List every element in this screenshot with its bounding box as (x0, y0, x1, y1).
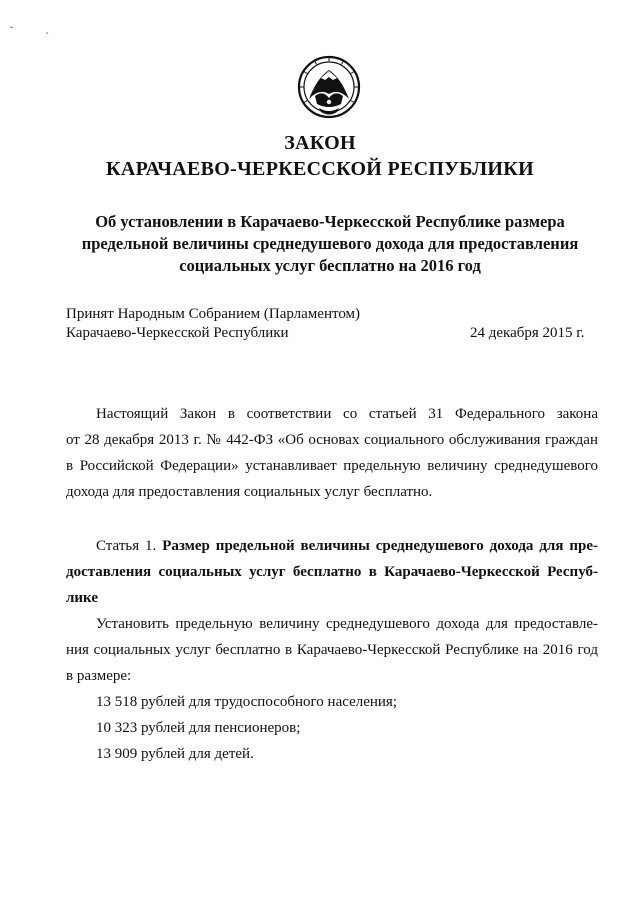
adoption-note (66, 305, 360, 343)
subject-line: предельной величины среднедушевого дохода для предоставления (81, 234, 579, 253)
preamble-line: в Российской Федерации» устанавливает предельную величину среднедушевого (66, 458, 598, 474)
amount-item: 10 323 рублей для пенсионеров; (96, 720, 301, 736)
adoption-line: Карачаево-Черкесской Республики (66, 325, 289, 341)
republic-name: КАРАЧАЕВО-ЧЕРКЕССКОЙ РЕСПУБЛИКИ (106, 158, 534, 180)
preamble-line: от 28 декабря 2013 г. № 442-ФЗ «Об основах социального обслуживания граждан (66, 432, 598, 448)
scan-speck: ˛ (46, 24, 49, 34)
law-subject (60, 211, 600, 277)
karachay-cherkess-coat-of-arms-icon (297, 52, 361, 122)
article-heading-line (66, 533, 598, 559)
adoption-line: Принят Народным Собранием (Парламентом) (66, 306, 361, 322)
article-heading-line: лике (66, 590, 98, 606)
article-body-line: ния социальных услуг бесплатно в Карачаево-Черкесской Республике на 2016 год (66, 642, 598, 658)
adoption-date: 24 декабря 2015 г. (470, 325, 585, 341)
amount-item: 13 909 рублей для детей. (96, 746, 254, 762)
subject-line: Об установлении в Карачаево-Черкесской Республике размера (95, 212, 565, 231)
preamble-paragraph (66, 401, 598, 505)
article-1-body (66, 611, 598, 767)
law-title: ЗАКОН (284, 132, 356, 154)
article-body-line: в размере: (66, 668, 132, 684)
scan-speck: ˇ (10, 25, 13, 35)
amount-item: 13 518 рублей для трудоспособного населения; (96, 694, 398, 710)
preamble-line: дохода для предоставления социальных услуг бесплатно. (66, 484, 433, 500)
subject-line: социальных услуг бесплатно на 2016 год (179, 256, 481, 275)
article-body-line: Установить предельную величину среднедушевого дохода для предоставле- (96, 616, 598, 632)
preamble-line: Настоящий Закон в соответствии со статьей 31 Федерального закона (96, 406, 598, 422)
article-title-part: Размер предельной величины среднедушевого дохода для пре- (162, 538, 599, 554)
article-label: Статья 1. (96, 538, 157, 554)
article-1-heading (66, 533, 598, 611)
article-heading-line: доставления социальных услуг бесплатно в Карачаево-Черкесской Респуб- (66, 564, 598, 580)
